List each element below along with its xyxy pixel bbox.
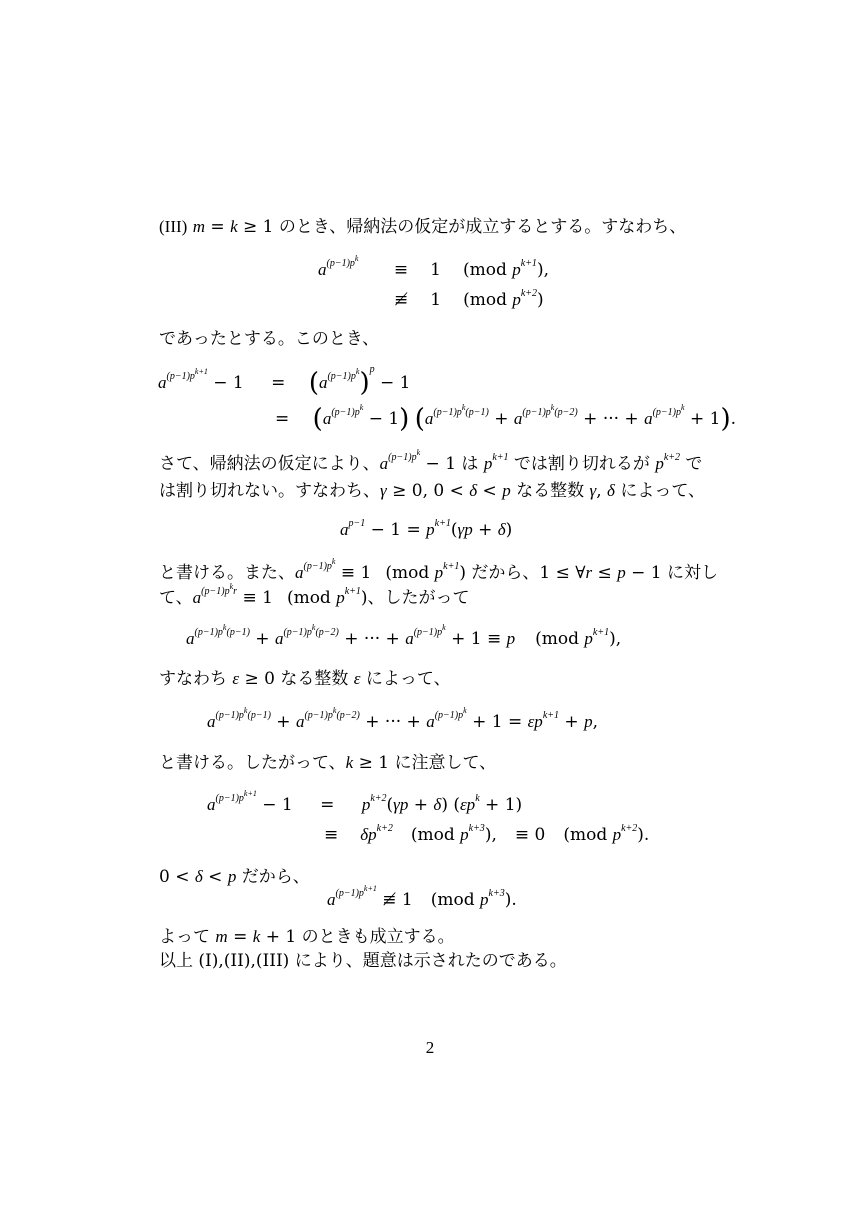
equation-induction-hypothesis-line1: $a^{(p-1)p^k} \equiv 1$ (mod $p^{k+1}$), — [318, 254, 549, 280]
equation-factorization-line2: = $(a^{(p-1)p^k} - 1) (a^{(p-1)p^k(p-1)} + a^{(p-1)p^k(p-2)}$ + ··· + $a^{(p-1)p^k} + 1$). — [275, 403, 737, 434]
equation-final-line2: ≡ $\delta p^{k+2}$ (mod $p^{k+3}$), ≡ 0 (mod $p^{k+2}$). — [324, 823, 650, 845]
paragraph-note-k: と書ける。したがって、k ≥ 1 に注意して、 — [159, 753, 497, 773]
equation-induction-hypothesis-line2: ≢ 1 (mod $p^{k+2}$) — [394, 288, 544, 310]
equation-factorization-line1: $a^{(p-1)p^{k+1}} - 1 = (a^{(p-1)p^k})^p - 1$ — [158, 364, 411, 398]
paragraph-divisibility-line1: さて、帰納法の仮定により、$a^{(p-1)p^k} - 1$ は $p^{k+1}$ では割り切れるが $p^{k+2}$ で — [159, 448, 703, 474]
paragraph-congruence-line1: と書ける。また、$a^{(p-1)p^k} \equiv 1$ (mod $p^{k+1}$) だから、1 ≤ ∀r ≤ p − 1 に対し — [159, 557, 718, 583]
paragraph-case-iii: (III) m = k ≥ 1 のとき、帰納法の仮定が成立するとする。すなわち、 — [159, 217, 687, 237]
paragraph-qed: 以上 (I),(II),(III) により、題意は示されたのである。 — [159, 951, 567, 971]
page-number: 2 — [425, 1038, 435, 1057]
equation-a-minus-one: $a^{p-1} - 1 = p^{k+1}(\gamma p + \delta)$ — [340, 518, 513, 540]
paragraph-delta-range: 0 < δ < p だから、 — [159, 867, 310, 887]
paragraph-then: であったとする。このとき、 — [159, 329, 380, 349]
paragraph-epsilon: すなわち ε ≥ 0 なる整数 ε によって、 — [159, 669, 451, 689]
equation-sum-congruence: $a^{(p-1)p^k(p-1)} + a^{(p-1)p^k(p-2)}$ + ··· + $a^{(p-1)p^k} + 1 \equiv p$ (mod $p^{k+1}$), — [186, 623, 622, 649]
equation-sum-equality: $a^{(p-1)p^k(p-1)} + a^{(p-1)p^k(p-2)}$ + ··· + $a^{(p-1)p^k} + 1 = \varepsilon p^{k+1} + p$, — [207, 706, 598, 732]
paragraph-holds: よって m = k + 1 のときも成立する。 — [159, 927, 455, 947]
equation-conclusion: $a^{(p-1)p^{k+1}}$ ≢ 1 (mod $p^{k+3}$). — [327, 884, 517, 910]
equation-final-line1: $a^{(p-1)p^{k+1}} - 1 = p^{k+2}(\gamma p + \delta) (\varepsilon p^k + 1)$ — [207, 789, 523, 815]
paragraph-divisibility-line2: は割り切れない。すなわち、γ ≥ 0, 0 < δ < p なる整数 γ, δ によって、 — [159, 481, 706, 501]
paragraph-congruence-line2: て、$a^{(p-1)p^kr} \equiv 1$ (mod $p^{k+1}$)、したがって — [159, 582, 470, 608]
